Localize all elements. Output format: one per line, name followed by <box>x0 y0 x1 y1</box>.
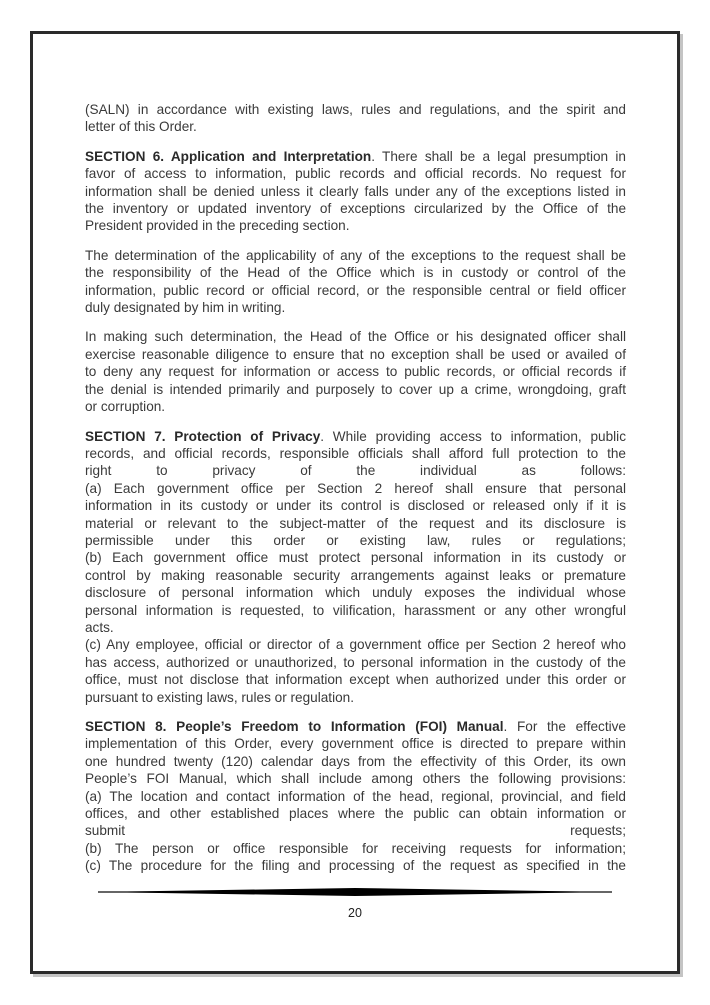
text-line: offices, and other established places where the public can obtain information or <box>85 806 626 822</box>
page-number: 20 <box>348 906 362 920</box>
paragraph-saln <box>85 101 626 136</box>
text-line: (b) The person or office responsible for receiving requests for information; <box>85 840 626 856</box>
section-7-title: Protection of Privacy <box>174 428 321 444</box>
text-line: office, must not disclose that information except when authorized under this order or <box>85 672 626 688</box>
text-line: exercise reasonable diligence to ensure that no exception shall be used or availed of <box>85 346 626 362</box>
section-6-determination-paragraph <box>85 247 626 317</box>
text-line: SECTION 8. People’s Freedom to Information (FOI) Manual. For the effective <box>85 719 626 734</box>
text-line: President provided in the preceding section. <box>85 218 350 234</box>
text-line: right to privacy of the individual as follows: <box>85 463 626 479</box>
text-line: the denial is intended primarily and purposely to cover up a crime, wrongdoing, graft <box>85 381 626 397</box>
section-8-paragraph <box>85 718 626 875</box>
text-line: has access, authorized or unauthorized, to personal information in the custody of the <box>85 654 626 670</box>
text-line: one hundred twenty (120) calendar days from the effectivity of this Order, its own <box>85 753 626 769</box>
section-6-diligence-paragraph <box>85 328 626 415</box>
section-7-paragraph <box>85 428 626 707</box>
text-line: (a) The location and contact information of the head, regional, provincial, and field <box>85 788 626 804</box>
text-line: or corruption. <box>85 399 166 415</box>
section-8-title: People’s Freedom to Information (FOI) Manual <box>176 719 504 734</box>
text-line: implementation of this Order, every government office is directed to prepare within <box>85 736 626 752</box>
text-line: acts. <box>85 619 114 635</box>
text-line: The determination of the applicability of any of the exceptions to the request shall be <box>85 247 626 263</box>
document-body <box>85 101 626 875</box>
text-line: (SALN) in accordance with existing laws, rules and regulations, and the spirit and <box>85 102 626 117</box>
text-line: control by making reasonable security arrangements against leaks or premature <box>85 567 626 583</box>
text-line: permissible under this order or existing law, rules or regulations; <box>85 532 626 548</box>
section-6-paragraph <box>85 148 626 235</box>
text-line: (c) The procedure for the filing and processing of the request as specified in the <box>85 858 626 874</box>
text-line: duly designated by him in writing. <box>85 300 286 316</box>
text-line: personal information is requested, to vilification, harassment or any other wrongful <box>85 602 626 618</box>
text-line: People’s FOI Manual, which shall include among others the following provisions: <box>85 771 626 787</box>
text-line: (a) Each government office per Section 2 hereof shall ensure that personal <box>85 480 626 496</box>
text-line: (c) Any employee, official or director of a government office per Section 2 hereof who <box>85 637 626 653</box>
text-line: letter of this Order. <box>85 119 197 135</box>
text-line: (b) Each government office must protect personal information in its custody or <box>85 550 626 566</box>
footer-divider <box>98 885 612 899</box>
text-line: disclosure of personal information which unduly exposes the individual whose <box>85 585 626 601</box>
text-line: SECTION 6. Application and Interpretation. There shall be a legal presumption in <box>85 148 626 164</box>
text-line: information in its custody or under its control is disclosed or released only if it is <box>85 498 626 514</box>
text-line: SECTION 7. Protection of Privacy. While providing access to information, public <box>85 428 626 444</box>
text-line: favor of access to information, public records and official records. No request for <box>85 166 626 182</box>
text-line: information, public record or official record, or the responsible central or field officer <box>85 282 626 298</box>
section-6-title: Application and Interpretation <box>170 148 372 164</box>
text-line: pursuant to existing laws, rules or regulation. <box>85 689 354 705</box>
text-line: to deny any request for information or access to public records, or official records if <box>85 364 626 380</box>
section-8-heading: SECTION 8 <box>85 719 163 734</box>
text-line: records, and official records, responsible officials shall afford full protection to the <box>85 445 626 461</box>
text-line: information shall be denied unless it clearly falls under any of the exceptions listed in <box>85 183 626 199</box>
text-line: material or relevant to the subject-matter of the request and its disclosure is <box>85 515 626 531</box>
text-line: In making such determination, the Head of the Office or his designated officer shall <box>85 329 626 345</box>
text-line: the responsibility of the Head of the Office which is in custody or control of the <box>85 265 626 281</box>
text-line: submit requests; <box>85 823 626 839</box>
section-7-heading: SECTION 7 <box>85 428 162 444</box>
section-6-heading: SECTION 6 <box>85 148 161 164</box>
text-line: the inventory or updated inventory of exceptions circularized by the Office of the <box>85 201 626 217</box>
